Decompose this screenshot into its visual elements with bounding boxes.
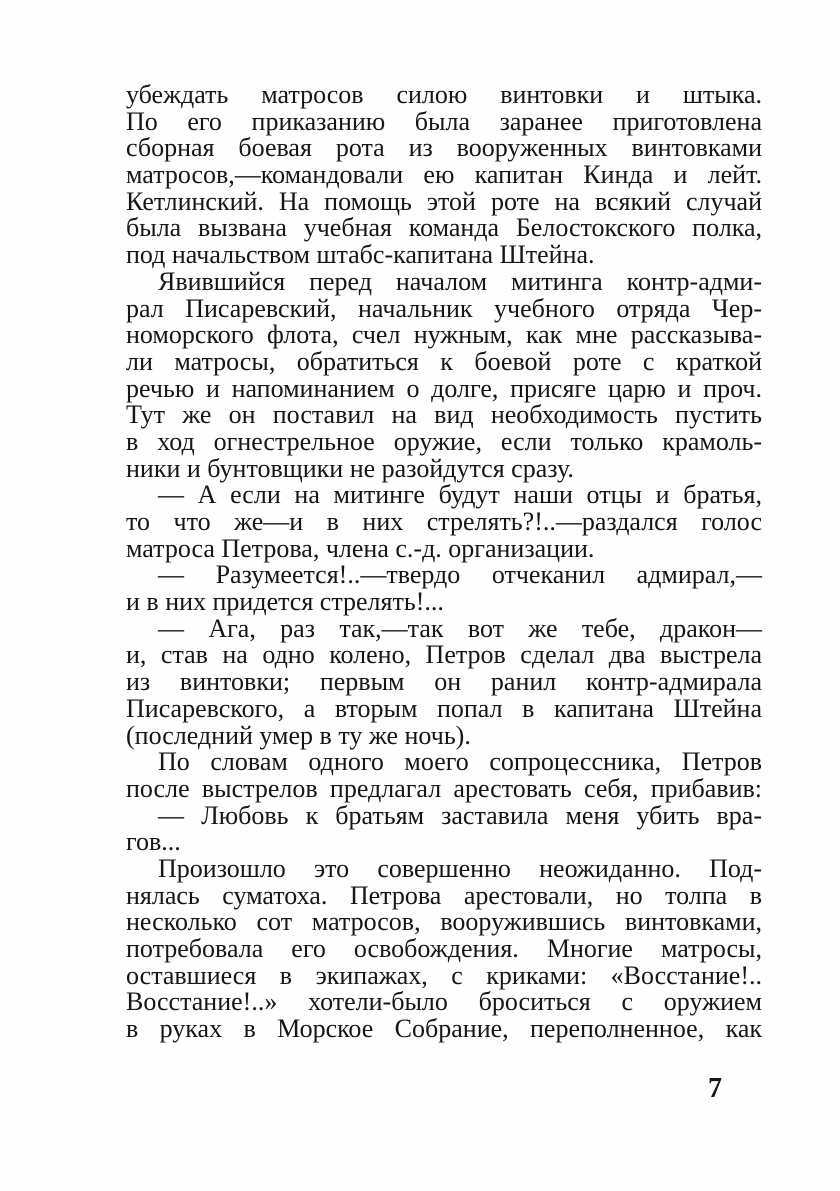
text-line: после выстрелов предлагал арестовать себя, прибавив:: [126, 773, 762, 803]
text-line: была вызвана учебная команда Белостокского полка,: [126, 213, 762, 243]
text-line: По его приказанию была заранее приготовлена: [126, 106, 762, 136]
text-line: в руках в Морское Собрание, переполненное, как: [126, 1014, 762, 1044]
text-line: гов...: [126, 827, 181, 857]
dialogue-line: — Разумеется!..—твердо отчеканил адмирал,—: [158, 560, 762, 590]
text-line: в ход огнестрельное оружие, если только крамоль-: [126, 426, 762, 456]
text-line: матросов,—командовали ею капитан Кинда и лейт.: [126, 160, 762, 190]
paragraph-start-line: По словам одного моего сопроцессника, Петров: [158, 747, 762, 777]
text-line: номорского флота, счел нужным, как мне рассказыва-: [126, 320, 762, 350]
paragraph-start-line: Произошло это совершенно неожиданно. Под-: [158, 853, 762, 883]
body-text: [126, 82, 762, 1043]
text-line: (последний умер в ту же ночь).: [126, 720, 471, 750]
text-line: Кетлинский. На помощь этой роте на всякий случай: [126, 186, 762, 216]
text-line: Писаревского, а вторым попал в капитана Штейна: [126, 693, 762, 723]
text-line: Тут же он поставил на вид необходимость пустить: [126, 400, 762, 430]
text-line: сборная боевая рота из вооруженных винтовками: [126, 133, 762, 163]
text-line: под начальством штабс-капитана Штейна.: [126, 240, 595, 270]
text-line: ли матросы, обратиться к боевой роте с краткой: [126, 346, 762, 376]
text-line: оставшиеся в экипажах, с криками: «Восстание!..: [126, 960, 762, 990]
text-line: то что же—и в них стрелять?!..—раздался голос: [126, 507, 762, 536]
dialogue-line: — Ага, раз так,—так вот же тебе, дракон—: [158, 613, 762, 643]
dialogue-line: — Любовь к братьям заставила меня убить вра-: [158, 800, 762, 830]
page-number: 7: [708, 1073, 722, 1104]
text-line: и, став на одно колено, Петров сделал два выстрела: [126, 640, 762, 670]
text-line: потребовала его освобождения. Многие матросы,: [126, 934, 762, 963]
dialogue-line: — А если на митинге будут наши отцы и братья,: [158, 480, 762, 510]
text-line: ники и бунтовщики не разойдутся сразу.: [126, 453, 574, 483]
paragraph-start-line: Явившийся перед началом митинга контр-адми-: [158, 266, 762, 296]
text-line: нялась суматоха. Петрова арестовали, но толпа в: [126, 880, 762, 910]
text-line: рал Писаревский, начальник учебного отряда Чер-: [126, 293, 762, 323]
text-line: речью и напоминанием о долге, присяге царю и проч.: [126, 373, 762, 403]
text-line: Восстание!..» хотели-было броситься с оружием: [126, 987, 762, 1017]
text-line: убеждать матросов силою винтовки и штыка.: [126, 80, 762, 109]
text-line: из винтовки; первым он ранил контр-адмирала: [126, 667, 762, 697]
text-line: матроса Петрова, члена с.-д. организации.: [126, 533, 595, 563]
text-line: несколько сот матросов, вооружившись винтовками,: [126, 907, 762, 937]
text-line: и в них придется стрелять!...: [126, 587, 444, 617]
